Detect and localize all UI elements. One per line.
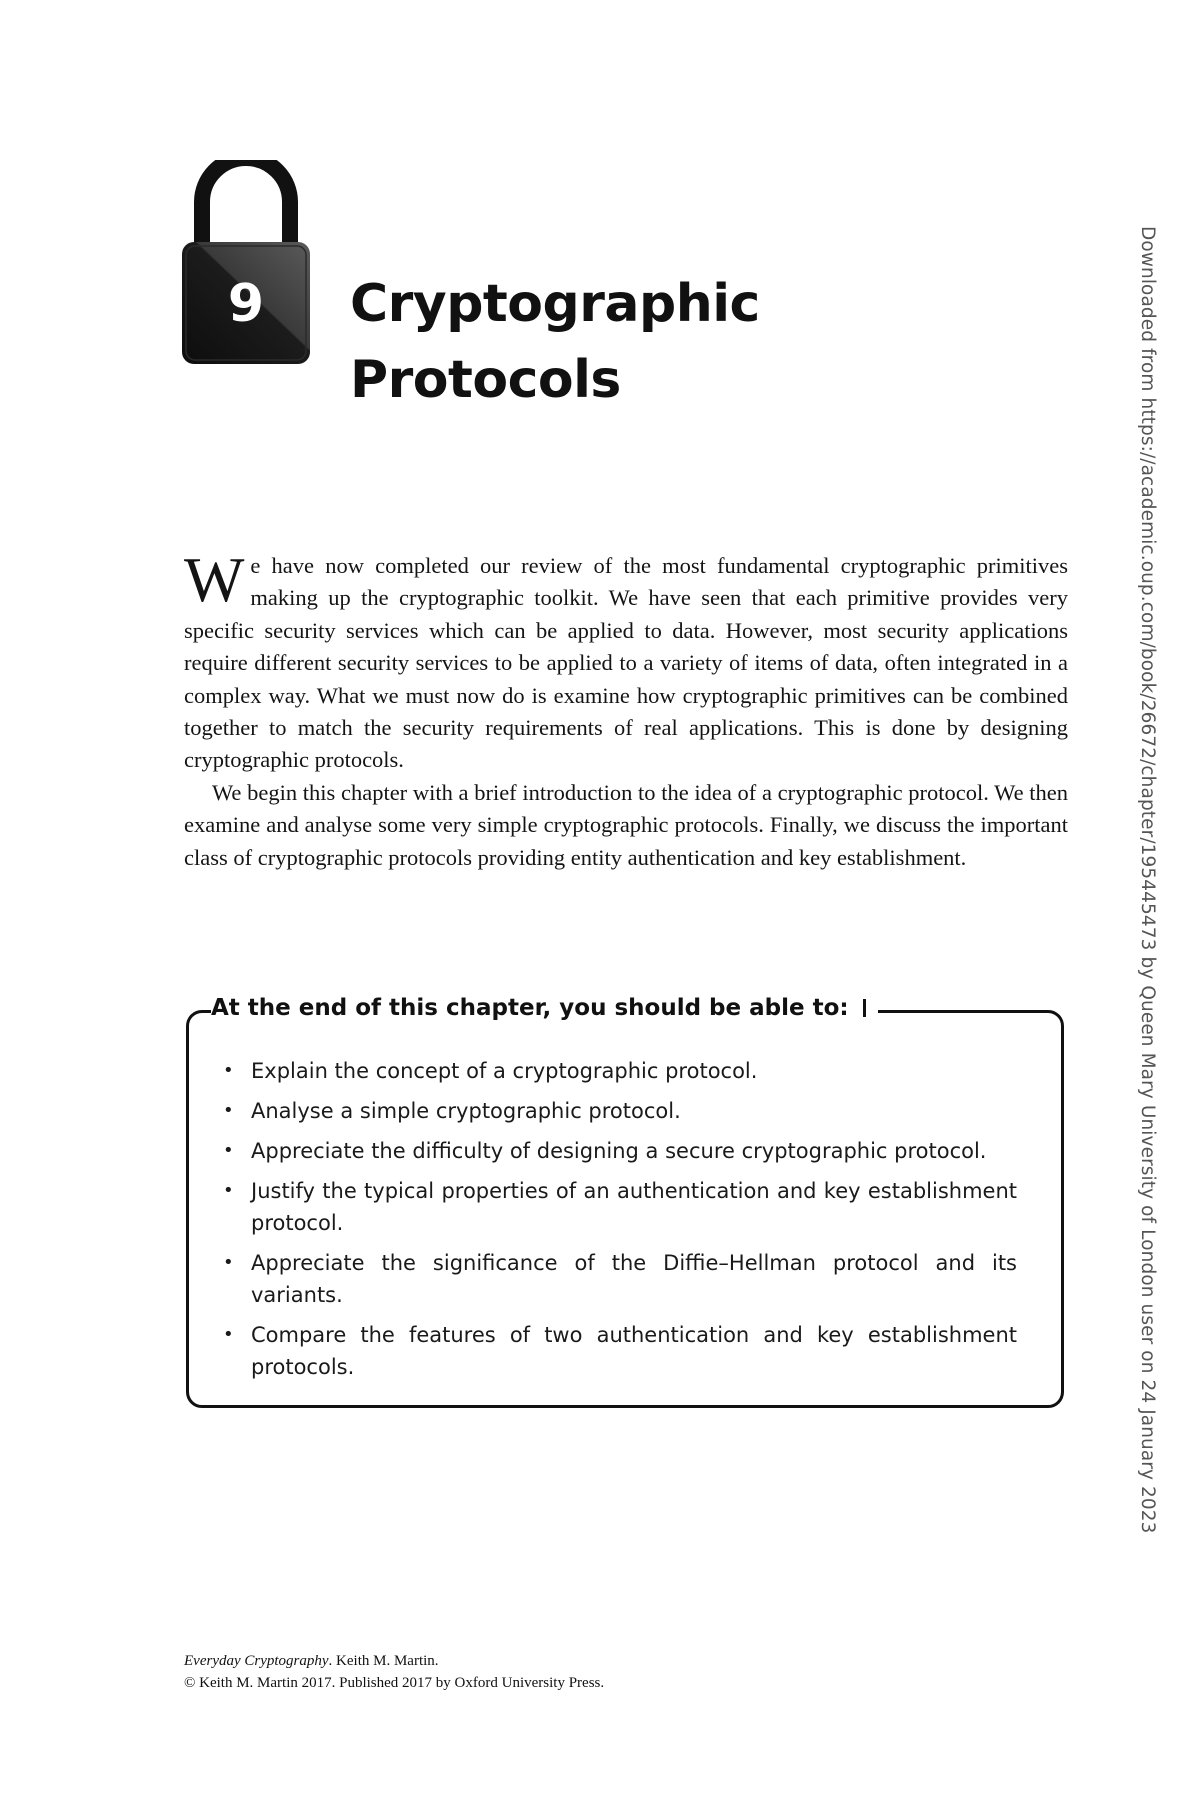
page-footer [184,1650,604,1694]
bullet-icon: • [223,1180,234,1201]
intro-paragraph-1-text: e have now completed our review of the most fundamental cryptographic primitives making up the cryptographic toolkit. We have seen that each primitive provides very specific security services which can be applied to data. However, most security applications require different security services to be applied to a variety of items of data, often integrated in a complex way. What we must now do is examine how cryptographic primitives can be combined together to match the security requirements of real applications. This is done by designing cryptographic protocols. [184,553,1068,773]
learning-objectives-heading-text: At the end of this chapter, you should be able to: [211,995,849,1021]
learning-objectives-heading [211,991,878,1025]
footer-citation [184,1650,604,1672]
objective-text: Explain the concept of a cryptographic protocol. [251,1059,758,1083]
chapter-introduction [184,544,1068,874]
intro-paragraph-1 [184,544,1068,777]
objective-item [223,1055,1017,1087]
chapter-title [350,266,950,418]
bullet-icon: • [223,1140,234,1161]
objective-item [223,1095,1017,1127]
chapter-number: 9 [227,274,265,334]
footer-book-author: . Keith M. Martin. [328,1653,439,1669]
intro-paragraph-2: We begin this chapter with a brief introduction to the idea of a cryptographic protocol. We then examine and analyse some very simple cryptographic protocols. Finally, we discuss the important class of cryptographic protocols providing entity authentication and key establishment. [184,779,1068,870]
bullet-icon: • [223,1060,234,1081]
objective-text: Analyse a simple cryptographic protocol. [251,1099,681,1123]
chapter-title-line-2: Protocols [350,350,621,410]
drop-cap: W [184,544,245,615]
objective-item [223,1247,1017,1311]
heading-tick-mark [863,999,866,1017]
chapter-title-line-1: Cryptographic [350,274,760,334]
objective-item [223,1319,1017,1383]
footer-book-title: Everyday Cryptography [184,1653,329,1669]
learning-objectives-list [223,1055,1017,1391]
bullet-icon: • [223,1252,234,1273]
objective-text: Compare the features of two authentication and key establishment protocols. [251,1323,1017,1379]
objective-text: Justify the typical properties of an authentication and key establishment protocol. [251,1179,1017,1235]
bullet-icon: • [223,1100,234,1121]
objective-text: Appreciate the significance of the Diffie–Hellman protocol and its variants. [251,1251,1017,1307]
download-watermark: Downloaded from https://academic.oup.com/book/26672/chapter/195445473 by Queen Mary University of London user on 24 January 2023 [1137,226,1158,1534]
footer-copyright: © Keith M. Martin 2017. Published 2017 by Oxford University Press. [184,1675,605,1691]
objective-item [223,1175,1017,1239]
objective-item [223,1135,1017,1167]
learning-objectives-box [186,995,1064,1408]
bullet-icon: • [223,1324,234,1345]
objective-text: Appreciate the difficulty of designing a secure cryptographic protocol. [251,1139,987,1163]
